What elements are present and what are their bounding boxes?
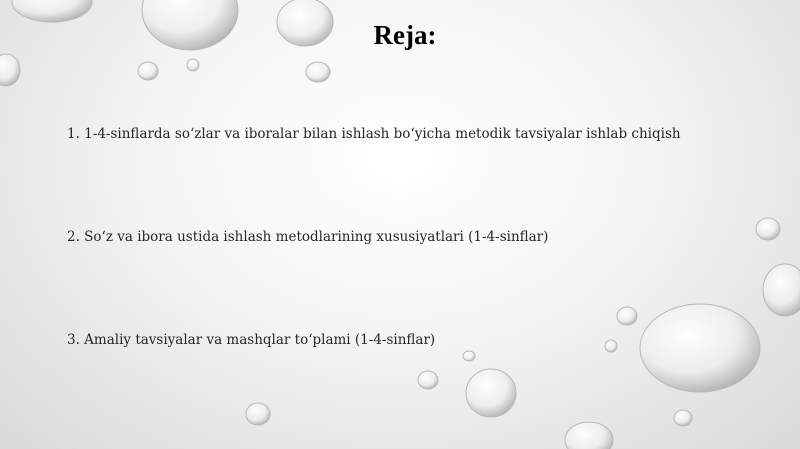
slide-title: Reja:: [373, 20, 437, 50]
plan-item-3: 3. Amaliy tavsiyalar va mashqlar to‘plami (1-4-sinflar): [67, 332, 436, 348]
plan-item-1: 1. 1-4-sinflarda so‘zlar va iboralar bilan ishlash bo‘yicha metodik tavsiyalar ishlab chiqish: [67, 126, 681, 142]
plan-item-2: 2. So‘z va ibora ustida ishlash metodlarining xususiyatlari (1-4-sinflar): [67, 229, 549, 245]
